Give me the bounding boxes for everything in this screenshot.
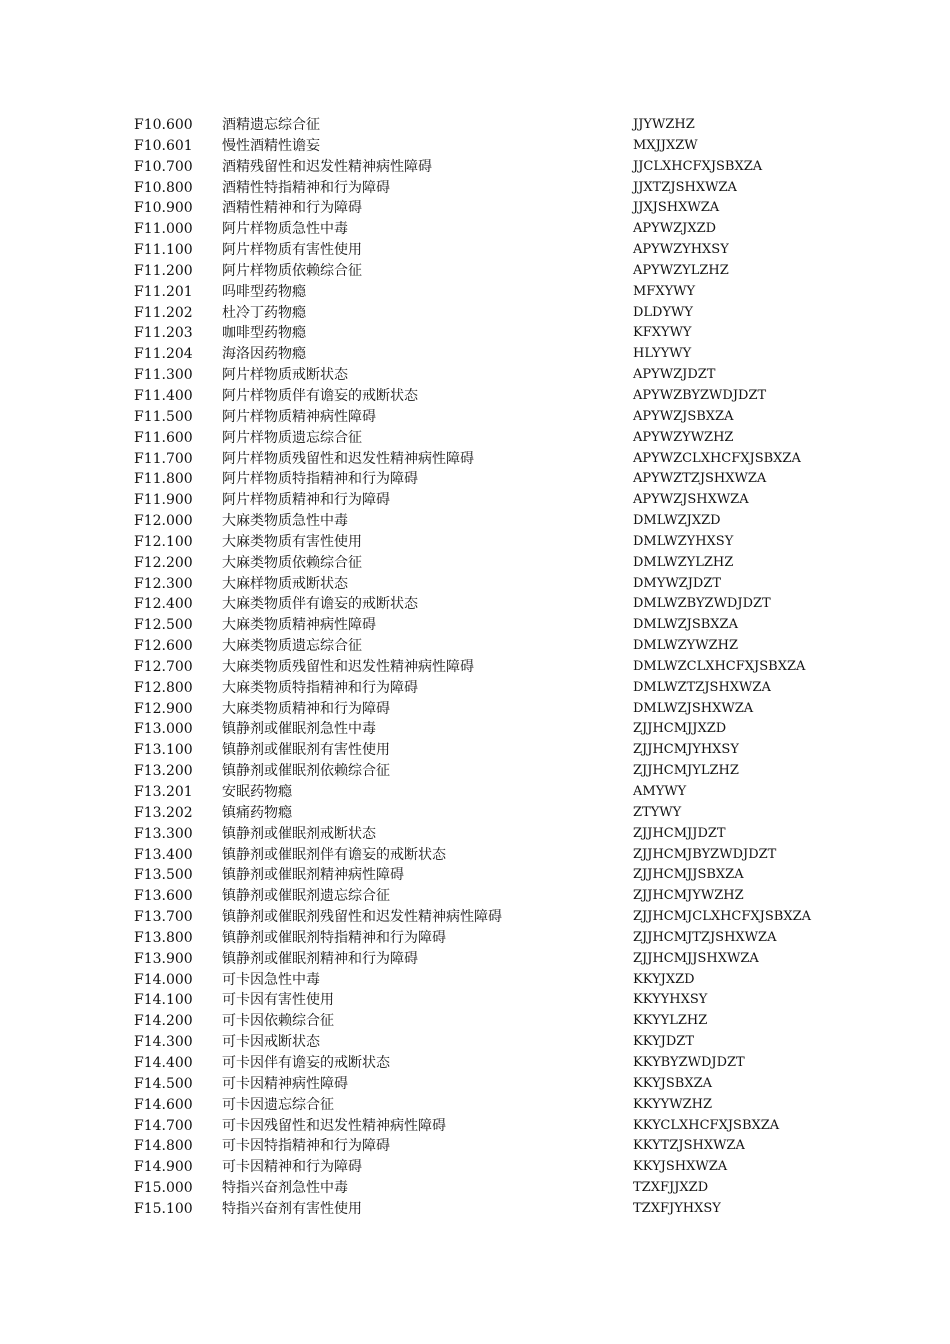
table-row [134, 782, 834, 803]
table-row [134, 574, 834, 595]
diagnosis-abbreviation: AMYWY [633, 784, 687, 799]
table-row [134, 553, 834, 574]
table-row [134, 615, 834, 636]
diagnosis-abbreviation: TZXFJYHXSY [633, 1200, 721, 1216]
diagnosis-name: 镇静剂或催眠剂依赖综合征 [222, 763, 390, 780]
diagnosis-code: F14.200 [134, 1013, 193, 1030]
diagnosis-code: F14.400 [134, 1054, 193, 1071]
table-row [134, 1095, 834, 1116]
diagnosis-name: 慢性酒精性谵妄 [222, 137, 320, 154]
diagnosis-name: 可卡因精神病性障碍 [222, 1075, 348, 1092]
diagnosis-abbreviation: JJXJSHXWZA [633, 200, 720, 216]
diagnosis-abbreviation: APYWZJXZD [633, 221, 717, 237]
diagnosis-code: F13.700 [134, 909, 193, 926]
diagnosis-abbreviation: ZJJHCMJTZJSHXWZA [633, 929, 777, 945]
diagnosis-abbreviation: APYWZTZJSHXWZA [633, 471, 767, 487]
diagnosis-abbreviation: APYWZCLXHCFXJSBXZA [633, 450, 801, 466]
diagnosis-name: 大麻类物质遗忘综合征 [222, 638, 362, 655]
diagnosis-abbreviation: DMLWZJXZD [633, 513, 721, 529]
diagnosis-name: 可卡因戒断状态 [222, 1034, 320, 1051]
table-row [134, 719, 834, 740]
diagnosis-code: F13.300 [134, 825, 193, 842]
diagnosis-code: F10.900 [134, 200, 193, 217]
table-row [134, 532, 834, 553]
diagnosis-code: F11.201 [134, 283, 193, 300]
diagnosis-code: F12.200 [134, 554, 193, 571]
diagnosis-code: F11.700 [134, 450, 193, 467]
table-row [134, 136, 834, 157]
diagnosis-name: 吗啡型药物瘾 [222, 283, 306, 300]
table-row [134, 282, 834, 303]
diagnosis-name: 酒精性精神和行为障碍 [222, 200, 362, 217]
table-row [134, 970, 834, 991]
diagnosis-name: 阿片样物质急性中毒 [222, 221, 348, 238]
diagnosis-code: F14.800 [134, 1138, 193, 1155]
diagnosis-abbreviation: DMLWZJSHXWZA [633, 700, 754, 716]
diagnosis-code: F10.600 [134, 117, 193, 133]
table-row [134, 803, 834, 824]
table-row [134, 428, 834, 449]
diagnosis-name: 阿片样物质残留性和迟发性精神病性障碍 [222, 450, 474, 467]
diagnosis-code: F15.000 [134, 1180, 193, 1197]
diagnosis-code: F11.203 [134, 325, 193, 342]
diagnosis-name: 特指兴奋剂急性中毒 [222, 1180, 348, 1197]
diagnosis-abbreviation: KKYYWZHZ [633, 1096, 713, 1112]
table-row [134, 261, 834, 282]
diagnosis-name: 阿片样物质戒断状态 [222, 367, 348, 384]
table-row [134, 1178, 834, 1199]
diagnosis-code: F11.800 [134, 471, 193, 488]
diagnosis-name: 阿片样物质遗忘综合征 [222, 429, 362, 446]
diagnosis-abbreviation: DMLWZJSBXZA [633, 617, 738, 633]
diagnosis-name: 咖啡型药物瘾 [222, 325, 306, 342]
diagnosis-code: F11.600 [134, 429, 193, 446]
diagnosis-abbreviation: TZXFJJXZD [633, 1180, 709, 1196]
diagnosis-code: F13.400 [134, 846, 193, 863]
diagnosis-abbreviation: KKYJSHXWZA [633, 1159, 728, 1175]
diagnosis-abbreviation: JJCLXHCFXJSBXZA [633, 158, 763, 174]
diagnosis-name: 可卡因依赖综合征 [222, 1013, 334, 1030]
diagnosis-abbreviation: APYWZJDZT [633, 367, 716, 383]
diagnosis-abbreviation: MXJJXZW [633, 137, 698, 153]
table-row [134, 928, 834, 949]
diagnosis-abbreviation: ZJJHCMJYWZHZ [633, 888, 744, 904]
diagnosis-abbreviation: APYWZJSBXZA [633, 408, 734, 424]
table-row [134, 594, 834, 615]
table-row [134, 115, 834, 136]
diagnosis-abbreviation: APYWZYHXSY [633, 242, 729, 258]
diagnosis-abbreviation: APYWZBYZWDJDZT [633, 387, 767, 403]
table-row [134, 678, 834, 699]
diagnosis-code: F13.800 [134, 929, 193, 946]
diagnosis-code: F14.700 [134, 1117, 193, 1134]
diagnosis-code: F11.200 [134, 262, 193, 279]
diagnosis-code: F12.700 [134, 658, 193, 675]
table-row [134, 657, 834, 678]
diagnosis-name: 海洛因药物瘾 [222, 346, 306, 363]
diagnosis-abbreviation: KKYJDZT [633, 1034, 694, 1050]
diagnosis-name: 大麻类物质有害性使用 [222, 533, 362, 550]
table-row [134, 1011, 834, 1032]
diagnosis-name: 酒精遗忘综合征 [222, 117, 320, 133]
table-row [134, 636, 834, 657]
diagnosis-code: F14.900 [134, 1159, 193, 1176]
table-row [134, 699, 834, 720]
diagnosis-name: 镇静剂或催眠剂伴有谵妄的戒断状态 [222, 846, 446, 863]
diagnosis-abbreviation: MFXYWY [633, 283, 696, 299]
diagnosis-abbreviation: KKYJSBXZA [633, 1075, 713, 1091]
diagnosis-name: 镇静剂或催眠剂有害性使用 [222, 742, 390, 759]
diagnosis-code: F13.200 [134, 763, 193, 780]
table-row [134, 1157, 834, 1178]
diagnosis-code: F10.601 [134, 137, 193, 154]
diagnosis-abbreviation: KKYTZJSHXWZA [633, 1138, 745, 1154]
diagnosis-name: 大麻类物质精神病性障碍 [222, 617, 376, 634]
diagnosis-abbreviation: KFXYWY [633, 325, 692, 341]
diagnosis-abbreviation: DLDYWY [633, 304, 694, 320]
table-row [134, 990, 834, 1011]
diagnosis-name: 杜冷丁药物瘾 [222, 304, 306, 321]
diagnosis-abbreviation: DMLWZYLZHZ [633, 554, 734, 570]
diagnosis-abbreviation: HLYYWY [633, 346, 692, 362]
diagnosis-abbreviation: APYWZYLZHZ [633, 262, 729, 278]
table-row [134, 907, 834, 928]
diagnosis-code: F14.600 [134, 1096, 193, 1113]
diagnosis-name: 阿片样物质精神和行为障碍 [222, 492, 390, 509]
diagnosis-abbreviation: ZTYWY [633, 804, 682, 820]
diagnosis-code: F12.400 [134, 596, 193, 613]
diagnosis-abbreviation: ZJJHCMJCLXHCFXJSBXZA [633, 909, 812, 925]
table-row [134, 303, 834, 324]
table-row [134, 344, 834, 365]
table-row [134, 886, 834, 907]
diagnosis-name: 镇静剂或催眠剂精神和行为障碍 [222, 950, 418, 967]
diagnosis-name: 可卡因残留性和迟发性精神病性障碍 [222, 1117, 446, 1134]
table-row [134, 824, 834, 845]
table-row [134, 1053, 834, 1074]
diagnosis-name: 镇静剂或催眠剂残留性和迟发性精神病性障碍 [222, 909, 502, 926]
diagnosis-name: 大麻类物质急性中毒 [222, 513, 348, 530]
diagnosis-code: F11.202 [134, 304, 193, 321]
diagnosis-name: 大麻样物质戒断状态 [222, 575, 348, 592]
table-row [134, 469, 834, 490]
diagnosis-name: 阿片样物质依赖综合征 [222, 262, 362, 279]
diagnosis-code: F10.800 [134, 179, 193, 196]
diagnosis-name: 可卡因特指精神和行为障碍 [222, 1138, 390, 1155]
diagnosis-name: 特指兴奋剂有害性使用 [222, 1200, 362, 1217]
diagnosis-name: 镇静剂或催眠剂特指精神和行为障碍 [222, 929, 446, 946]
diagnosis-name: 大麻类物质残留性和迟发性精神病性障碍 [222, 658, 474, 675]
diagnosis-abbreviation: KKYBYZWDJDZT [633, 1054, 745, 1070]
diagnosis-name: 可卡因急性中毒 [222, 971, 320, 988]
diagnosis-code: F12.800 [134, 679, 193, 696]
diagnosis-abbreviation: KKYYLZHZ [633, 1013, 708, 1029]
table-row [134, 1199, 834, 1220]
diagnosis-code: F14.500 [134, 1075, 193, 1092]
diagnosis-name: 大麻类物质伴有谵妄的戒断状态 [222, 596, 418, 613]
diagnosis-code: F11.100 [134, 242, 193, 259]
diagnosis-name: 酒精性特指精神和行为障碍 [222, 179, 390, 196]
diagnosis-name: 可卡因伴有谵妄的戒断状态 [222, 1054, 390, 1071]
diagnosis-code: F13.900 [134, 950, 193, 967]
table-row [134, 178, 834, 199]
diagnosis-abbreviation: KKYCLXHCFXJSBXZA [633, 1117, 780, 1133]
table-row [134, 219, 834, 240]
table-row [134, 1032, 834, 1053]
table-row [134, 1136, 834, 1157]
diagnosis-code: F12.900 [134, 700, 193, 717]
diagnosis-abbreviation: JJXTZJSHXWZA [633, 179, 737, 195]
diagnosis-code: F15.100 [134, 1200, 193, 1217]
table-row [134, 323, 834, 344]
diagnosis-abbreviation: KKYJXZD [633, 971, 695, 987]
diagnosis-abbreviation: APYWZYWZHZ [633, 429, 734, 445]
diagnosis-name: 大麻类物质特指精神和行为障碍 [222, 679, 418, 696]
diagnosis-name: 可卡因遗忘综合征 [222, 1096, 334, 1113]
diagnosis-code: F13.000 [134, 721, 193, 738]
diagnosis-abbreviation: DMYWZJDZT [633, 575, 722, 591]
diagnosis-code: F10.700 [134, 158, 193, 175]
diagnosis-abbreviation: APYWZJSHXWZA [633, 492, 749, 508]
diagnosis-code: F12.600 [134, 638, 193, 655]
diagnosis-name: 镇静剂或催眠剂急性中毒 [222, 721, 376, 738]
table-row [134, 740, 834, 761]
table-row [134, 240, 834, 261]
diagnosis-abbreviation: DMLWZCLXHCFXJSBXZA [633, 658, 806, 674]
diagnosis-code: F13.202 [134, 804, 193, 821]
table-row [134, 1074, 834, 1095]
diagnosis-abbreviation: JJYWZHZ [633, 117, 695, 132]
diagnosis-code: F11.000 [134, 221, 193, 238]
diagnosis-name: 酒精残留性和迟发性精神病性障碍 [222, 158, 432, 175]
diagnosis-abbreviation: DMLWZBYZWDJDZT [633, 596, 771, 612]
diagnosis-abbreviation: ZJJHCMJJSHXWZA [633, 950, 759, 966]
diagnosis-code: F11.900 [134, 492, 193, 509]
table-row [134, 490, 834, 511]
diagnosis-name: 大麻类物质依赖综合征 [222, 554, 362, 571]
diagnosis-code: F14.100 [134, 992, 193, 1009]
diagnosis-code: F12.500 [134, 617, 193, 634]
diagnosis-name: 可卡因有害性使用 [222, 992, 334, 1009]
diagnosis-code: F13.600 [134, 888, 193, 905]
table-row [134, 198, 834, 219]
diagnosis-code: F11.500 [134, 408, 193, 425]
diagnosis-abbreviation: KKYYHXSY [633, 992, 708, 1008]
diagnosis-name: 阿片样物质特指精神和行为障碍 [222, 471, 418, 488]
diagnosis-name: 镇静剂或催眠剂遗忘综合征 [222, 888, 390, 905]
diagnosis-abbreviation: ZJJHCMJJSBXZA [633, 867, 744, 883]
table-row [134, 157, 834, 178]
diagnosis-code: F13.500 [134, 867, 193, 884]
table-row [134, 449, 834, 470]
diagnosis-abbreviation: ZJJHCMJJXZD [633, 721, 727, 737]
diagnosis-code: F14.000 [134, 971, 193, 988]
diagnosis-name: 阿片样物质精神病性障碍 [222, 408, 376, 425]
diagnosis-abbreviation: DMLWZTZJSHXWZA [633, 679, 771, 695]
table-row [134, 386, 834, 407]
code-table [134, 115, 834, 1220]
diagnosis-code: F12.100 [134, 533, 193, 550]
diagnosis-code: F11.300 [134, 367, 193, 384]
diagnosis-code: F12.300 [134, 575, 193, 592]
table-row [134, 845, 834, 866]
diagnosis-abbreviation: DMLWZYWZHZ [633, 638, 738, 654]
diagnosis-abbreviation: ZJJHCMJYHXSY [633, 742, 739, 758]
diagnosis-code: F12.000 [134, 513, 193, 530]
diagnosis-code: F14.300 [134, 1034, 193, 1051]
diagnosis-code: F13.100 [134, 742, 193, 759]
diagnosis-abbreviation: ZJJHCMJJDZT [633, 825, 726, 841]
diagnosis-code: F11.400 [134, 387, 193, 404]
diagnosis-abbreviation: ZJJHCMJYLZHZ [633, 763, 739, 779]
table-row [134, 761, 834, 782]
table-row [134, 865, 834, 886]
diagnosis-code: F13.201 [134, 784, 193, 800]
table-row [134, 511, 834, 532]
table-row [134, 365, 834, 386]
diagnosis-name: 安眠药物瘾 [222, 784, 292, 800]
diagnosis-name: 可卡因精神和行为障碍 [222, 1159, 362, 1176]
table-row [134, 1116, 834, 1137]
diagnosis-abbreviation: ZJJHCMJBYZWDJDZT [633, 846, 777, 862]
diagnosis-name: 镇痛药物瘾 [222, 804, 292, 821]
diagnosis-name: 阿片样物质伴有谵妄的戒断状态 [222, 387, 418, 404]
diagnosis-name: 镇静剂或催眠剂精神病性障碍 [222, 867, 404, 884]
table-row [134, 949, 834, 970]
diagnosis-name: 大麻类物质精神和行为障碍 [222, 700, 390, 717]
diagnosis-name: 镇静剂或催眠剂戒断状态 [222, 825, 376, 842]
diagnosis-code: F11.204 [134, 346, 193, 363]
diagnosis-name: 阿片样物质有害性使用 [222, 242, 362, 259]
table-row [134, 407, 834, 428]
diagnosis-abbreviation: DMLWZYHXSY [633, 533, 734, 549]
